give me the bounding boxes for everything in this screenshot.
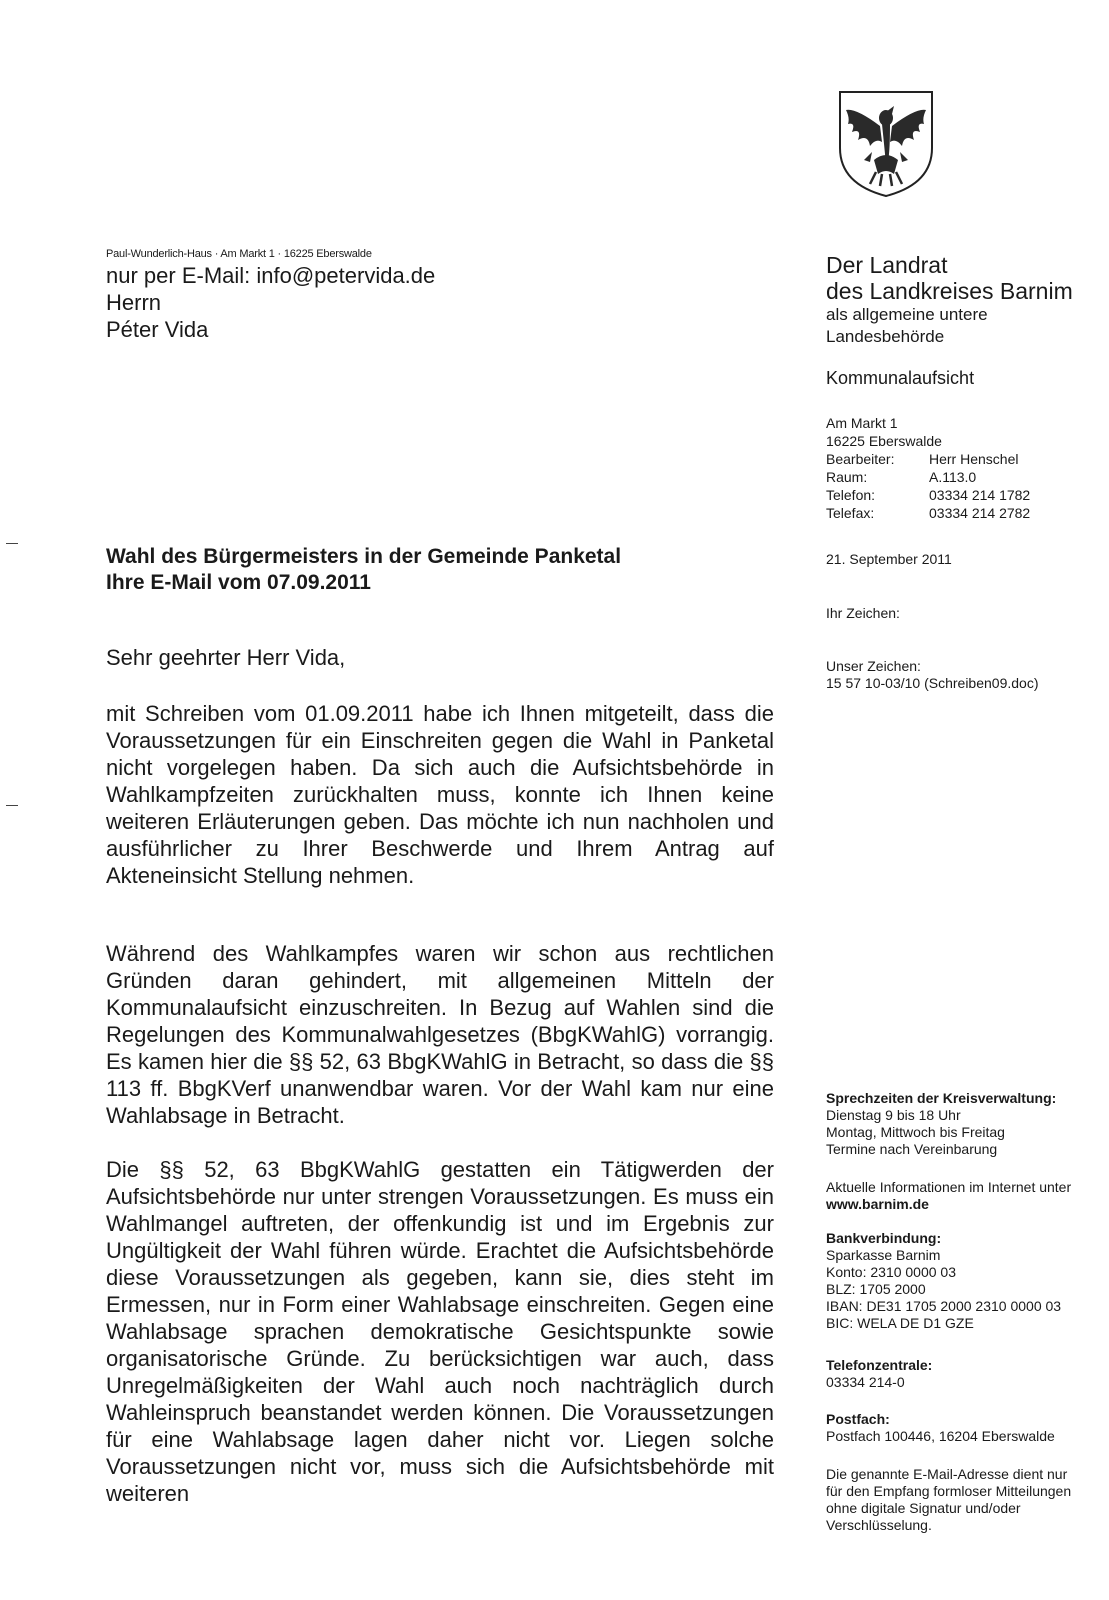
- unser-zeichen-label: Unser Zeichen:: [826, 658, 921, 674]
- ihr-zeichen: Ihr Zeichen:: [826, 605, 900, 621]
- contact-label: Bearbeiter:: [826, 451, 895, 467]
- bank-heading: Bankverbindung:: [826, 1230, 942, 1246]
- fold-mark: [6, 805, 18, 806]
- contact-label: Telefon:: [826, 487, 876, 503]
- authority-role: als allgemeine untere: [826, 305, 988, 324]
- contact-row: [826, 468, 1030, 486]
- subject-line-2: Ihre E-Mail vom 07.09.2011: [106, 571, 371, 594]
- contact-block: [826, 414, 1030, 522]
- bank-line: IBAN: DE31 1705 2000 2310 0000 03: [826, 1298, 1062, 1314]
- switchboard: [826, 1357, 1108, 1391]
- authority-district: des Landkreises Barnim: [826, 278, 1073, 304]
- authority-role-2: Landesbehörde: [826, 327, 945, 346]
- contact-value: 03334 214 2782: [929, 505, 1031, 521]
- unser-zeichen: [826, 658, 1038, 692]
- contact-label: Telefax:: [826, 505, 875, 521]
- contact-street: Am Markt 1: [826, 415, 898, 431]
- switchboard-number: 03334 214-0: [826, 1374, 905, 1390]
- email-disclaimer-text: Die genannte E-Mail-Adresse dient nur für den Empfang formloser Mitteilungen ohne digitale Signatur und/oder Verschlüsselung.: [826, 1466, 1072, 1533]
- authority-title: Der Landrat: [826, 252, 948, 278]
- subject-line-1: Wahl des Bürgermeisters in der Gemeinde Panketal: [106, 545, 622, 568]
- office-hours-line: Dienstag 9 bis 18 Uhr: [826, 1107, 961, 1123]
- website-link[interactable]: www.barnim.de: [826, 1196, 929, 1212]
- letter-date: 21. September 2011: [826, 551, 952, 567]
- fold-mark: [6, 543, 18, 544]
- contact-label: Raum:: [826, 469, 868, 485]
- department: Kommunalaufsicht: [826, 368, 975, 388]
- sender-address-line: Paul-Wunderlich-Haus · Am Markt 1 · 16225 Eberswalde: [106, 248, 372, 260]
- recipient-block: [106, 262, 435, 343]
- contact-value: A.113.0: [929, 469, 977, 485]
- bank-line: BLZ: 1705 2000: [826, 1281, 926, 1297]
- contact-row: [826, 504, 1030, 522]
- body-paragraph-3: Die §§ 52, 63 BbgKWahlG gestatten ein Tätigwerden der Aufsichtsbehörde nur unter strengen Voraussetzungen. Es muss ein Wahlmangel auftreten, der offenkundig ist und im Ergebnis zur Ungültigkeit der Wahl führen würde. Erachtet die Aufsichtsbehörde diese Voraussetzungen als gegeben, kann sie, dies steht im Ermessen, nur in Form einer Wahlabsage einschreiten. Gegen eine Wahlabsage sprachen demokratische Gesichtspunkte sowie organisatorische Gründe. Zu berücksichtigen war auch, dass Unregelmäßigkeiten der Wahl auch noch nachträglich durch Wahleinspruch beanstandet werden können. Die Voraussetzungen für eine Wahlabsage lagen daher nicht vor. Liegen solche Voraussetzungen nicht vor, muss sich die Aufsichtsbehörde mit weiteren: [106, 1157, 774, 1506]
- contact-value: Herr Henschel: [929, 451, 1019, 467]
- letter-salutation: Sehr geehrter Herr Vida,: [106, 645, 346, 670]
- body-paragraph-1: mit Schreiben vom 01.09.2011 habe ich Ihnen mitgeteilt, dass die Voraussetzungen für ein Einschreiten gegen die Wahl in Panketal nicht vorgelegen haben. Da sich auch die Aufsichtsbehörde in Wahlkampfzeiten zurückhalten muss, konnte ich Ihnen keine weiteren Erläuterungen geben. Das möchte ich nun nachholen und ausführlicher zu Ihrer Beschwerde und Ihrem Antrag auf Akteneinsicht Stellung nehmen.: [106, 701, 774, 888]
- po-box: [826, 1411, 1108, 1445]
- contact-value: 03334 214 1782: [929, 487, 1031, 503]
- bank-details: [826, 1230, 1108, 1332]
- recipient-name: Péter Vida: [106, 317, 209, 342]
- contact-table: [826, 450, 1030, 522]
- po-box-heading: Postfach:: [826, 1411, 890, 1427]
- website-info-text: Aktuelle Informationen im Internet unter: [826, 1179, 1072, 1195]
- eagle-coat-of-arms-icon: [836, 88, 936, 200]
- bank-line: Konto: 2310 0000 03: [826, 1264, 957, 1280]
- office-hours-line: Montag, Mittwoch bis Freitag: [826, 1124, 1005, 1140]
- delivery-note: nur per E-Mail: info@petervida.de: [106, 263, 436, 288]
- body-paragraph-2: Während des Wahlkampfes waren wir schon aus rechtlichen Gründen daran gehindert, mit allgemeinen Mitteln der Kommunalaufsicht einzuschreiten. In Bezug auf Wahlen sind die Regelungen des Kommunalwahlgesetzes (BbgKWahlG) vorrangig. Es kamen hier die §§ 52, 63 BbgKWahlG in Betracht, so dass die §§ 113 ff. BbgKVerf unanwendbar waren. Vor der Wahl kam nur eine Wahlabsage in Betracht.: [106, 941, 774, 1128]
- bank-line: BIC: WELA DE D1 GZE: [826, 1315, 974, 1331]
- office-hours-line: Termine nach Vereinbarung: [826, 1141, 998, 1157]
- bank-line: Sparkasse Barnim: [826, 1247, 941, 1263]
- po-box-value: Postfach 100446, 16204 Eberswalde: [826, 1428, 1055, 1444]
- letter-subject: [106, 544, 621, 596]
- website-info: [826, 1179, 1108, 1213]
- office-hours-heading: Sprechzeiten der Kreisverwaltung:: [826, 1090, 1057, 1106]
- office-hours: [826, 1090, 1108, 1158]
- switchboard-heading: Telefonzentrale:: [826, 1357, 933, 1373]
- unser-zeichen-value: 15 57 10-03/10 (Schreiben09.doc): [826, 675, 1039, 691]
- contact-row: [826, 486, 1030, 504]
- contact-city: 16225 Eberswalde: [826, 433, 942, 449]
- contact-row: [826, 450, 1030, 468]
- recipient-salutation: Herrn: [106, 290, 162, 315]
- authority-header: [826, 252, 1073, 348]
- email-disclaimer: [826, 1466, 1076, 1534]
